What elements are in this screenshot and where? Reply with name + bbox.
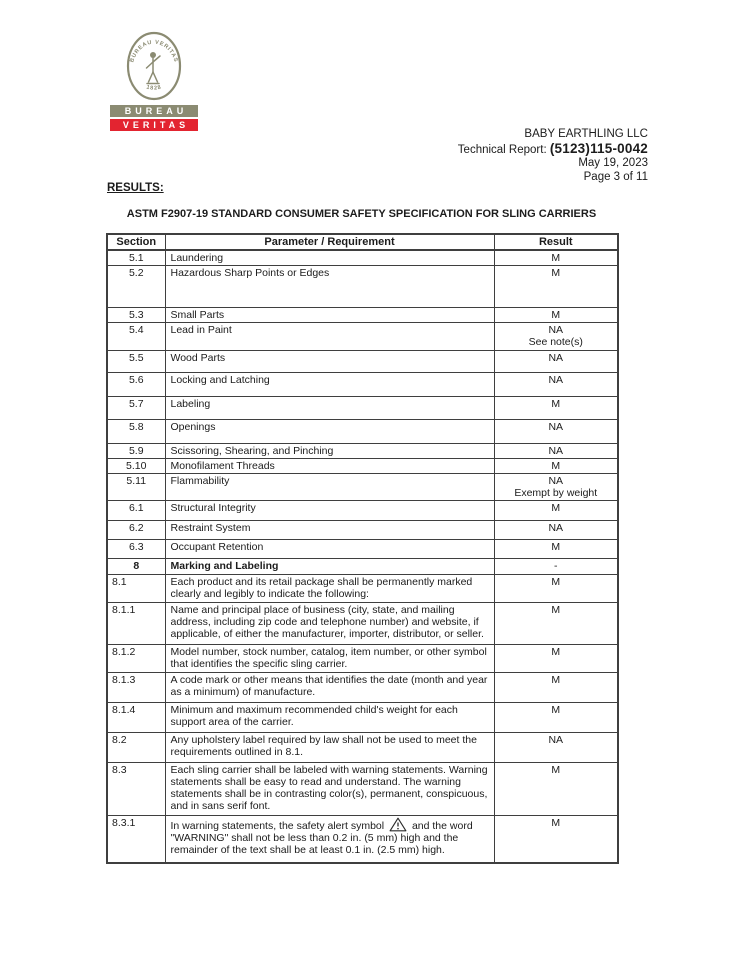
param-cell: Name and principal place of business (city, state, and mailing address, including zip code and telephone number) and website, if applicable, of either the manufacturer, importer, distributor, or seller. xyxy=(165,603,494,645)
table-row xyxy=(107,703,618,733)
section-cell: 5.9 xyxy=(107,444,165,459)
result-value: NA xyxy=(548,734,564,746)
result-value: M xyxy=(551,764,561,776)
param-cell: Scissoring, Shearing, and Pinching xyxy=(165,444,494,459)
section-cell: 5.4 xyxy=(107,323,165,351)
svg-text:1828 xyxy=(146,85,163,92)
report-date: May 19, 2023 xyxy=(578,157,648,169)
section-cell: 8.1.2 xyxy=(107,645,165,673)
table-row xyxy=(107,603,618,645)
result-value: NA xyxy=(548,324,564,336)
param-cell: Structural Integrity xyxy=(165,501,494,521)
result-cell xyxy=(494,575,618,603)
table-row xyxy=(107,266,618,308)
param-cell: Marking and Labeling xyxy=(165,559,494,575)
medallion-text: BUREAU VERITAS xyxy=(129,39,179,64)
param-cell: Restraint System xyxy=(165,521,494,540)
result-value: NA xyxy=(548,374,564,386)
param-cell: Laundering xyxy=(165,250,494,266)
section-cell: 5.2 xyxy=(107,266,165,308)
result-cell xyxy=(494,444,618,459)
param-cell: Flammability xyxy=(165,474,494,501)
param-text: and the word "WARNING" shall not be less than 0.2 in. (5 mm) high and the remainder of the text shall be at least 0.1 in. (2.5 mm) high. xyxy=(170,820,473,856)
bureau-veritas-medallion-icon xyxy=(125,31,183,101)
table-row xyxy=(107,816,618,863)
table-row xyxy=(107,733,618,763)
table-row xyxy=(107,559,618,575)
param-cell: Locking and Latching xyxy=(165,373,494,397)
param-cell: Any upholstery label required by law shall not be used to meet the requirements outlined in 8.1. xyxy=(165,733,494,763)
result-cell xyxy=(494,816,618,863)
result-cell xyxy=(494,397,618,420)
param-cell: Model number, stock number, catalog, item number, or other symbol that identifies the specific sling carrier. xyxy=(165,645,494,673)
col-header-section: Section xyxy=(107,234,165,250)
table-row xyxy=(107,673,618,703)
table-row xyxy=(107,521,618,540)
safety-alert-icon xyxy=(389,817,407,832)
result-cell xyxy=(494,733,618,763)
result-cell xyxy=(494,645,618,673)
section-cell: 8.2 xyxy=(107,733,165,763)
param-cell: Minimum and maximum recommended child's weight for each support area of the carrier. xyxy=(165,703,494,733)
section-cell: 5.6 xyxy=(107,373,165,397)
col-header-parameter: Parameter / Requirement xyxy=(165,234,494,250)
report-number: (5123)115-0042 xyxy=(549,140,648,156)
param-cell: Small Parts xyxy=(165,308,494,323)
report-number-line xyxy=(458,142,648,158)
table-row xyxy=(107,308,618,323)
result-value: NA xyxy=(548,475,564,487)
param-cell: Wood Parts xyxy=(165,351,494,373)
param-cell xyxy=(165,816,494,863)
table-row xyxy=(107,444,618,459)
result-cell xyxy=(494,250,618,266)
result-cell xyxy=(494,373,618,397)
svg-text:BUREAU VERITAS xyxy=(129,40,178,64)
result-value: M xyxy=(551,646,561,658)
table-row xyxy=(107,351,618,373)
table-row xyxy=(107,420,618,444)
result-value: M xyxy=(551,704,561,716)
result-cell xyxy=(494,703,618,733)
section-cell: 5.7 xyxy=(107,397,165,420)
result-value: NA xyxy=(548,522,564,534)
result-cell xyxy=(494,420,618,444)
results-heading: RESULTS: xyxy=(107,182,164,194)
medallion-figure xyxy=(147,52,161,84)
param-cell: Monofilament Threads xyxy=(165,459,494,474)
result-cell xyxy=(494,459,618,474)
report-header xyxy=(458,128,648,184)
result-value: M xyxy=(551,576,561,588)
section-cell: 5.11 xyxy=(107,474,165,501)
section-cell: 8.1 xyxy=(107,575,165,603)
result-value: M xyxy=(551,267,561,279)
result-value: M xyxy=(551,309,561,321)
section-cell: 8.3 xyxy=(107,763,165,816)
section-cell: 5.10 xyxy=(107,459,165,474)
section-cell: 6.2 xyxy=(107,521,165,540)
result-value: M xyxy=(551,252,561,264)
param-cell: A code mark or other means that identifies the date (month and year as a minimum) of manufacture. xyxy=(165,673,494,703)
report-label: Technical Report: xyxy=(457,143,547,156)
result-cell xyxy=(494,501,618,521)
section-cell: 8.1.1 xyxy=(107,603,165,645)
table-row xyxy=(107,250,618,266)
table-row xyxy=(107,540,618,559)
result-value: NA xyxy=(548,352,564,364)
section-cell: 5.8 xyxy=(107,420,165,444)
section-cell: 5.3 xyxy=(107,308,165,323)
table-row xyxy=(107,397,618,420)
result-cell xyxy=(494,351,618,373)
result-value: M xyxy=(551,674,561,686)
table-row xyxy=(107,323,618,351)
results-table xyxy=(106,233,619,864)
logo-veritas-bar: VERITAS xyxy=(110,119,198,131)
param-cell: Hazardous Sharp Points or Edges xyxy=(165,266,494,308)
table-title: ASTM F2907-19 STANDARD CONSUMER SAFETY SPECIFICATION FOR SLING CARRIERS xyxy=(126,208,597,220)
result-value: M xyxy=(551,604,561,616)
table-row xyxy=(107,575,618,603)
table-row xyxy=(107,645,618,673)
result-cell xyxy=(494,323,618,351)
company-name: BABY EARTHLING LLC xyxy=(524,128,648,140)
result-cell xyxy=(494,474,618,501)
param-cell: Occupant Retention xyxy=(165,540,494,559)
section-cell: 6.1 xyxy=(107,501,165,521)
section-cell: 6.3 xyxy=(107,540,165,559)
result-value: NA xyxy=(548,445,564,457)
section-cell: 8 xyxy=(107,559,165,575)
result-value: M xyxy=(551,502,561,514)
param-cell: Each sling carrier shall be labeled with warning statements. Warning statements shall be easy to read and understand. The warning statements shall be in contrasting color(s), permanent, conspicuous, and in sans serif font. xyxy=(165,763,494,816)
section-cell: 8.3.1 xyxy=(107,816,165,863)
result-value: M xyxy=(551,817,561,829)
param-cell: Each product and its retail package shall be permanently marked clearly and legibly to indicate the following: xyxy=(165,575,494,603)
param-cell: Openings xyxy=(165,420,494,444)
result-cell xyxy=(494,559,618,575)
medallion-year: 1828 xyxy=(145,84,163,92)
section-cell: 8.1.3 xyxy=(107,673,165,703)
result-cell xyxy=(494,540,618,559)
result-value: M xyxy=(551,398,561,410)
result-cell xyxy=(494,763,618,816)
result-value: - xyxy=(554,560,558,572)
result-value: M xyxy=(551,460,561,472)
table-row xyxy=(107,474,618,501)
table-row xyxy=(107,763,618,816)
section-cell: 8.1.4 xyxy=(107,703,165,733)
param-cell: Lead in Paint xyxy=(165,323,494,351)
logo-bureau-bar: BUREAU xyxy=(110,105,198,117)
bureau-veritas-logo xyxy=(110,31,198,133)
table-row xyxy=(107,373,618,397)
table-row xyxy=(107,459,618,474)
result-note: Exempt by weight xyxy=(514,487,598,499)
param-cell: Labeling xyxy=(165,397,494,420)
page-number: Page 3 of 11 xyxy=(583,170,648,183)
section-cell: 5.1 xyxy=(107,250,165,266)
result-cell xyxy=(494,673,618,703)
col-header-result: Result xyxy=(494,234,618,250)
table-row xyxy=(107,501,618,521)
table-header-row xyxy=(107,234,618,250)
section-cell: 5.5 xyxy=(107,351,165,373)
result-cell xyxy=(494,266,618,308)
result-note: See note(s) xyxy=(528,336,583,348)
result-cell xyxy=(494,521,618,540)
result-cell xyxy=(494,603,618,645)
param-text: In warning statements, the safety alert symbol xyxy=(170,820,385,832)
result-cell xyxy=(494,308,618,323)
result-value: M xyxy=(551,541,561,553)
result-value: NA xyxy=(548,421,564,433)
